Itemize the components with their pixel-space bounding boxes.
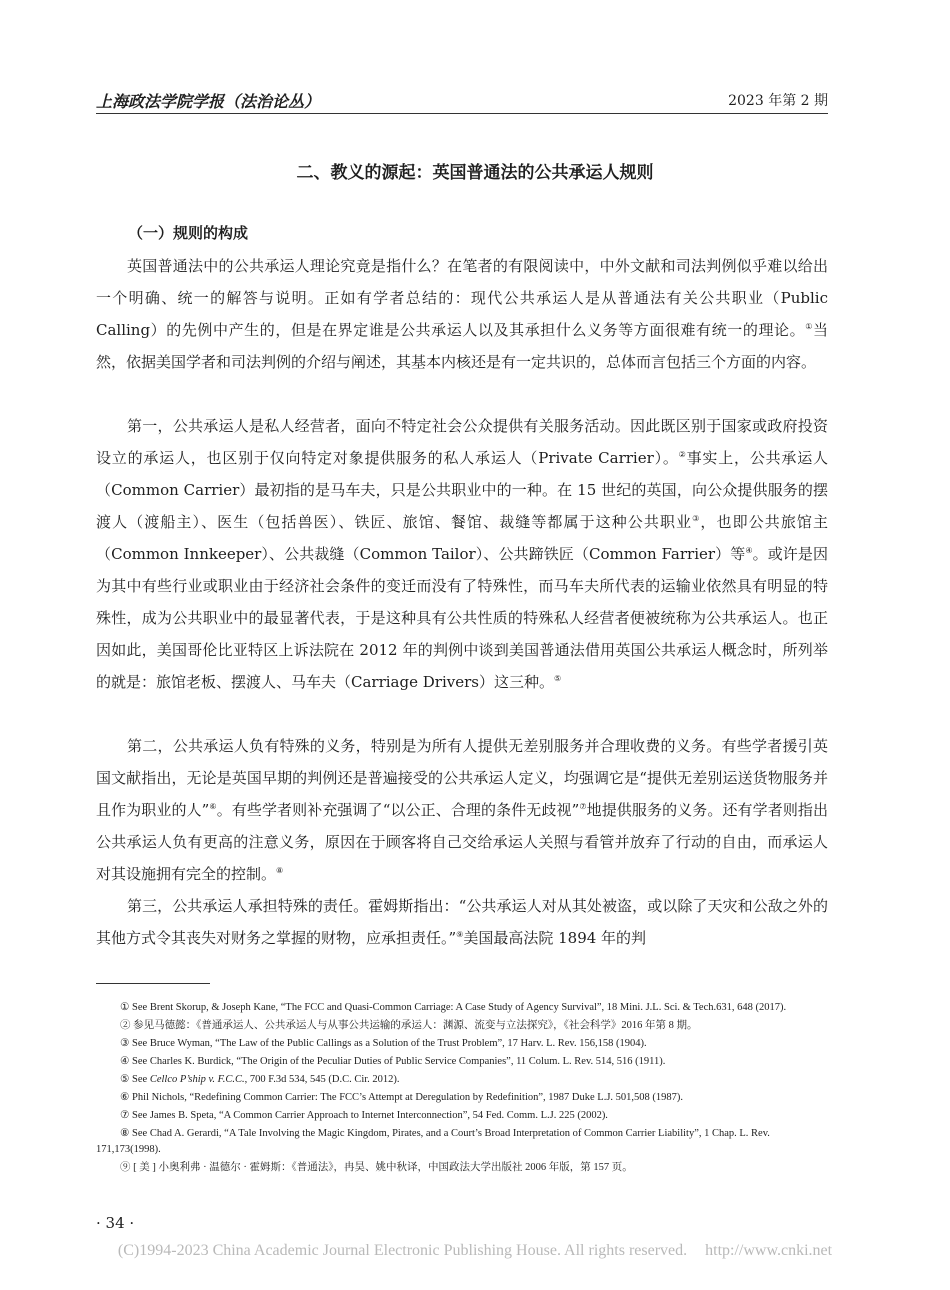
- footnote-ref: ⑤: [553, 674, 562, 683]
- footnote-ref: ①: [805, 322, 813, 331]
- subsection-title: （一）规则的构成: [128, 224, 249, 242]
- case-name: Cellco P’ship v. F.C.C.: [149, 1074, 245, 1085]
- running-header: [96, 89, 828, 114]
- paragraph-2: 第一，公共承运人是私人经营者，面向不特定社会公众提供有关服务活动。因此既区别于国家或政府投资设立的承运人，也区别于仅向特定对象提供服务的私人承运人（Private Carrier）。②事实上，公共承运人（Common Carrier）最初指的是马车夫，只是公共职业中的一种。在 15 世纪的英国，向公众提供服务的摆渡人（渡船主）、医生（包括兽医）、铁匠、旅馆、餐馆、裁缝等都属于这种公共职业③，也即公共旅馆主（Common Innkeeper）、公共裁缝（Common Tailor）、公共蹄铁匠（Common Farrier）等④。或许是因为其中有些行业或职业由于经济社会条件的变迁而没有了特殊性，而马车夫所代表的运输业依然具有明显的特殊性，成为公共职业中的最显著代表，于是这种具有公共性质的特殊私人经营者便被统称为公共承运人。也正因如此，美国哥伦比亚特区上诉法院在 2012 年的判例中谈到美国普通法借用英国公共承运人概念时，所列举的就是：旅馆老板、摆渡人、马车夫（Carriage Drivers）这三种。⑤: [96, 417, 828, 691]
- cnki-url[interactable]: http://www.cnki.net: [705, 1242, 833, 1259]
- copyright-notice: (C)1994-2023 China Academic Journal Electronic Publishing House. All rights reserved.: [117, 1242, 688, 1259]
- footnote-8: ⑧ See Chad A. Gerardi, “A Tale Involving the Magic Kingdom, Pirates, and a Court’s Broad Interpretation of Common Carrier Liability”, 1 Chap. L. Rev. 171,173(1998).: [96, 1128, 770, 1155]
- footnote-ref: ④: [745, 546, 753, 555]
- footnote-7: ⑦ See James B. Speta, “A Common Carrier Approach to Internet Interconnection”, 54 Fed. Comm. L.J. 225 (2002).: [120, 1110, 608, 1121]
- issue-number: 2023 年第 2 期: [728, 93, 828, 109]
- footnote-4: ④ See Charles K. Burdick, “The Origin of the Peculiar Duties of Public Service Companies”, 11 Colum. L. Rev. 514, 516 (1911).: [120, 1056, 666, 1067]
- footnote-9: ⑨ [ 美 ] 小奥利弗 · 温德尔 · 霍姆斯：《普通法》，冉昊、姚中秋译，中国政法大学出版社 2006 年版，第 157 页。: [120, 1162, 633, 1173]
- page-number: · 34 ·: [96, 1214, 135, 1232]
- footnote-ref: ⑨: [456, 930, 464, 939]
- cnki-watermark: [0, 1242, 950, 1260]
- section-title: 二、教义的源起：英国普通法的公共承运人规则: [296, 163, 654, 183]
- footnote-1: ① See Brent Skorup, & Joseph Kane, “The FCC and Quasi-Common Carriage: A Case Study of Agency Survival”, 18 Mini. J.L. Sci. & Tech.631, 648 (2017).: [120, 1002, 787, 1013]
- footnote-divider: [96, 983, 210, 984]
- footnote-ref: ⑧: [276, 866, 284, 875]
- paragraph-3: 第二，公共承运人负有特殊的义务，特别是为所有人提供无差别服务并合理收费的义务。有些学者援引英国文献指出，无论是英国早期的判例还是普遍接受的公共承运人定义，均强调它是“提供无差别运送货物服务并且作为职业的人”⑥。有些学者则补充强调了“以公正、合理的条件无歧视”⑦地提供服务的义务。还有学者则指出公共承运人负有更高的注意义务，原因在于顾客将自己交给承运人关照与看管并放弃了行动的自由，而承运人对其设施拥有完全的控制。⑧: [96, 737, 828, 883]
- footnote-ref: ⑥: [209, 802, 217, 811]
- footnotes: [96, 1000, 828, 1178]
- footnote-2: ② 参见马德懿：《普通承运人、公共承运人与从事公共运输的承运人：渊源、流变与立法探究》，《社会科学》2016 年第 8 期。: [120, 1020, 698, 1031]
- footnote-3: ③ See Bruce Wyman, “The Law of the Public Callings as a Solution of the Trust Problem”, 17 Harv. L. Rev. 156,158 (1904).: [120, 1038, 647, 1049]
- footnote-5: ⑤ See Cellco P’ship v. F.C.C., 700 F.3d 534, 545 (D.C. Cir. 2012).: [120, 1074, 400, 1085]
- footnote-6: ⑥ Phil Nichols, “Redefining Common Carrier: The FCC’s Attempt at Deregulation by Redefinition”, 1987 Duke L.J. 501,508 (1987).: [120, 1092, 684, 1103]
- footnote-ref: ⑦: [579, 802, 587, 811]
- paragraph-1: 英国普通法中的公共承运人理论究竟是指什么？在笔者的有限阅读中，中外文献和司法判例似乎难以给出一个明确、统一的解答与说明。正如有学者总结的：现代公共承运人是从普通法有关公共职业（Public Calling）的先例中产生的，但是在界定谁是公共承运人以及其承担什么义务等方面很难有统一的理论。①当然，依据美国学者和司法判例的介绍与阐述，其基本内核还是有一定共识的，总体而言包括三个方面的内容。: [96, 257, 828, 371]
- paragraph-4: 第三，公共承运人承担特殊的责任。霍姆斯指出：“公共承运人对从其处被盗，或以除了天灾和公敌之外的其他方式令其丧失对财务之掌握的财物，应承担责任。”⑨美国最高法院 1894 年的判: [96, 897, 828, 947]
- journal-title: 上海政法学院学报（法治论丛）: [96, 92, 321, 111]
- footnote-ref: ②: [678, 450, 687, 459]
- footnote-ref: ③: [692, 514, 701, 523]
